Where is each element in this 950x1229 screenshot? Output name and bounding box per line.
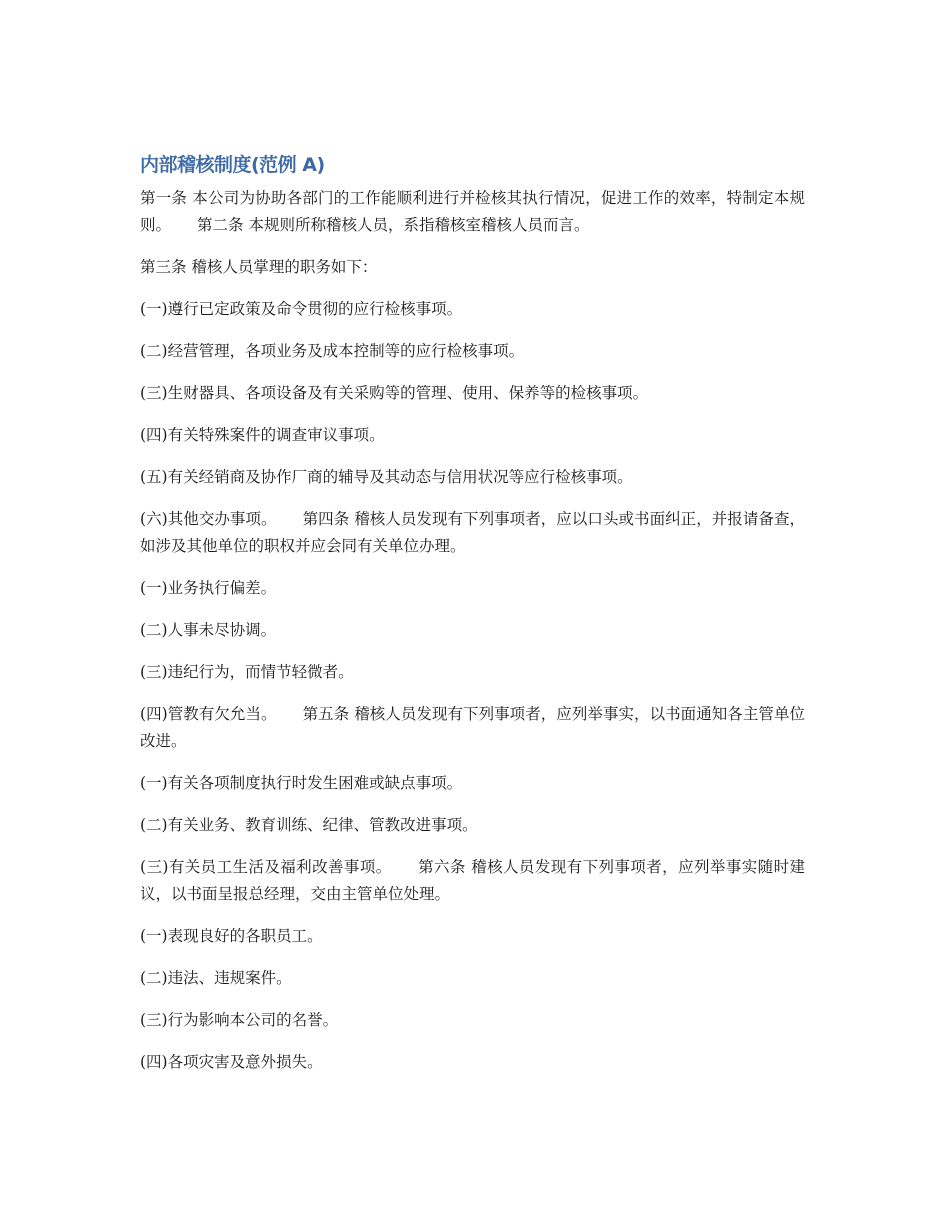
- paragraph-text: (三)行为影响本公司的名誉。: [140, 1011, 339, 1029]
- paragraph-text: (四)有关特殊案件的调查审议事项。: [140, 426, 385, 444]
- paragraph: [140, 965, 805, 992]
- paragraph: [140, 506, 805, 560]
- document-title: 内部稽核制度(范例 A): [140, 154, 325, 176]
- paragraph-text: (三)违纪行为，而情节轻微者。: [140, 663, 354, 681]
- paragraph: [140, 659, 805, 686]
- paragraph: [140, 575, 805, 602]
- paragraph: [140, 254, 805, 281]
- paragraph: [140, 923, 805, 950]
- paragraph-text: (五)有关经销商及协作厂商的辅导及其动态与信用状况等应行检核事项。: [140, 468, 633, 486]
- paragraph-text: (六)其他交办事项。: [140, 510, 277, 528]
- paragraph-text: (一)表现良好的各职员工。: [140, 927, 323, 945]
- paragraph-text: (四)管教有欠允当。: [140, 705, 277, 723]
- paragraph: [140, 1049, 805, 1076]
- paragraph: [140, 464, 805, 491]
- paragraph: [140, 770, 805, 797]
- paragraph: [140, 854, 805, 908]
- paragraph-text: 第五条 稽核人员发现有下列事项者，应列举事实，以书面通知各主管单位改进。: [140, 705, 805, 750]
- paragraph: [140, 380, 805, 407]
- paragraph-text: (二)违法、违规案件。: [140, 969, 292, 987]
- paragraph: [140, 338, 805, 365]
- paragraph-text: (一)有关各项制度执行时发生困难或缺点事项。: [140, 774, 463, 792]
- paragraph-text: (三)生财器具、各项设备及有关采购等的管理、使用、保养等的检核事项。: [140, 384, 649, 402]
- paragraph-text: (二)人事未尽协调。: [140, 621, 277, 639]
- paragraph-text: (二)经营管理，各项业务及成本控制等的应行检核事项。: [140, 342, 525, 360]
- paragraph-text: (四)各项灾害及意外损失。: [140, 1053, 323, 1071]
- paragraph-text: (一)业务执行偏差。: [140, 579, 277, 597]
- paragraph: [140, 701, 805, 755]
- document-page: [140, 150, 805, 1091]
- paragraph-text: (三)有关员工生活及福利改善事项。: [140, 858, 392, 876]
- paragraph-text: 第六条 稽核人员发现有下列事项者，应列举事实随时建议，以书面呈报总经理，交由主管单位处理。: [140, 858, 805, 903]
- paragraph: [140, 812, 805, 839]
- paragraph-text: (二)有关业务、教育训练、纪律、管教改进事项。: [140, 816, 478, 834]
- paragraph: [140, 617, 805, 644]
- paragraph: [140, 422, 805, 449]
- paragraph-text: 第四条 稽核人员发现有下列事项者，应以口头或书面纠正，并报请备查，如涉及其他单位的职权并应会同有关单位办理。: [140, 510, 805, 555]
- paragraph-text: (一)遵行已定政策及命令贯彻的应行检核事项。: [140, 300, 463, 318]
- paragraph: [140, 1007, 805, 1034]
- paragraph: [140, 185, 805, 239]
- paragraph-text: 第三条 稽核人员掌理的职务如下：: [140, 258, 378, 276]
- paragraph: [140, 296, 805, 323]
- paragraph-text: 第一条 本公司为协助各部门的工作能顺利进行并检核其执行情况，促进工作的效率，特制定本规则。: [140, 189, 805, 234]
- paragraph-text: 第二条 本规则所称稽核人员，系指稽核室稽核人员而言。: [197, 216, 590, 234]
